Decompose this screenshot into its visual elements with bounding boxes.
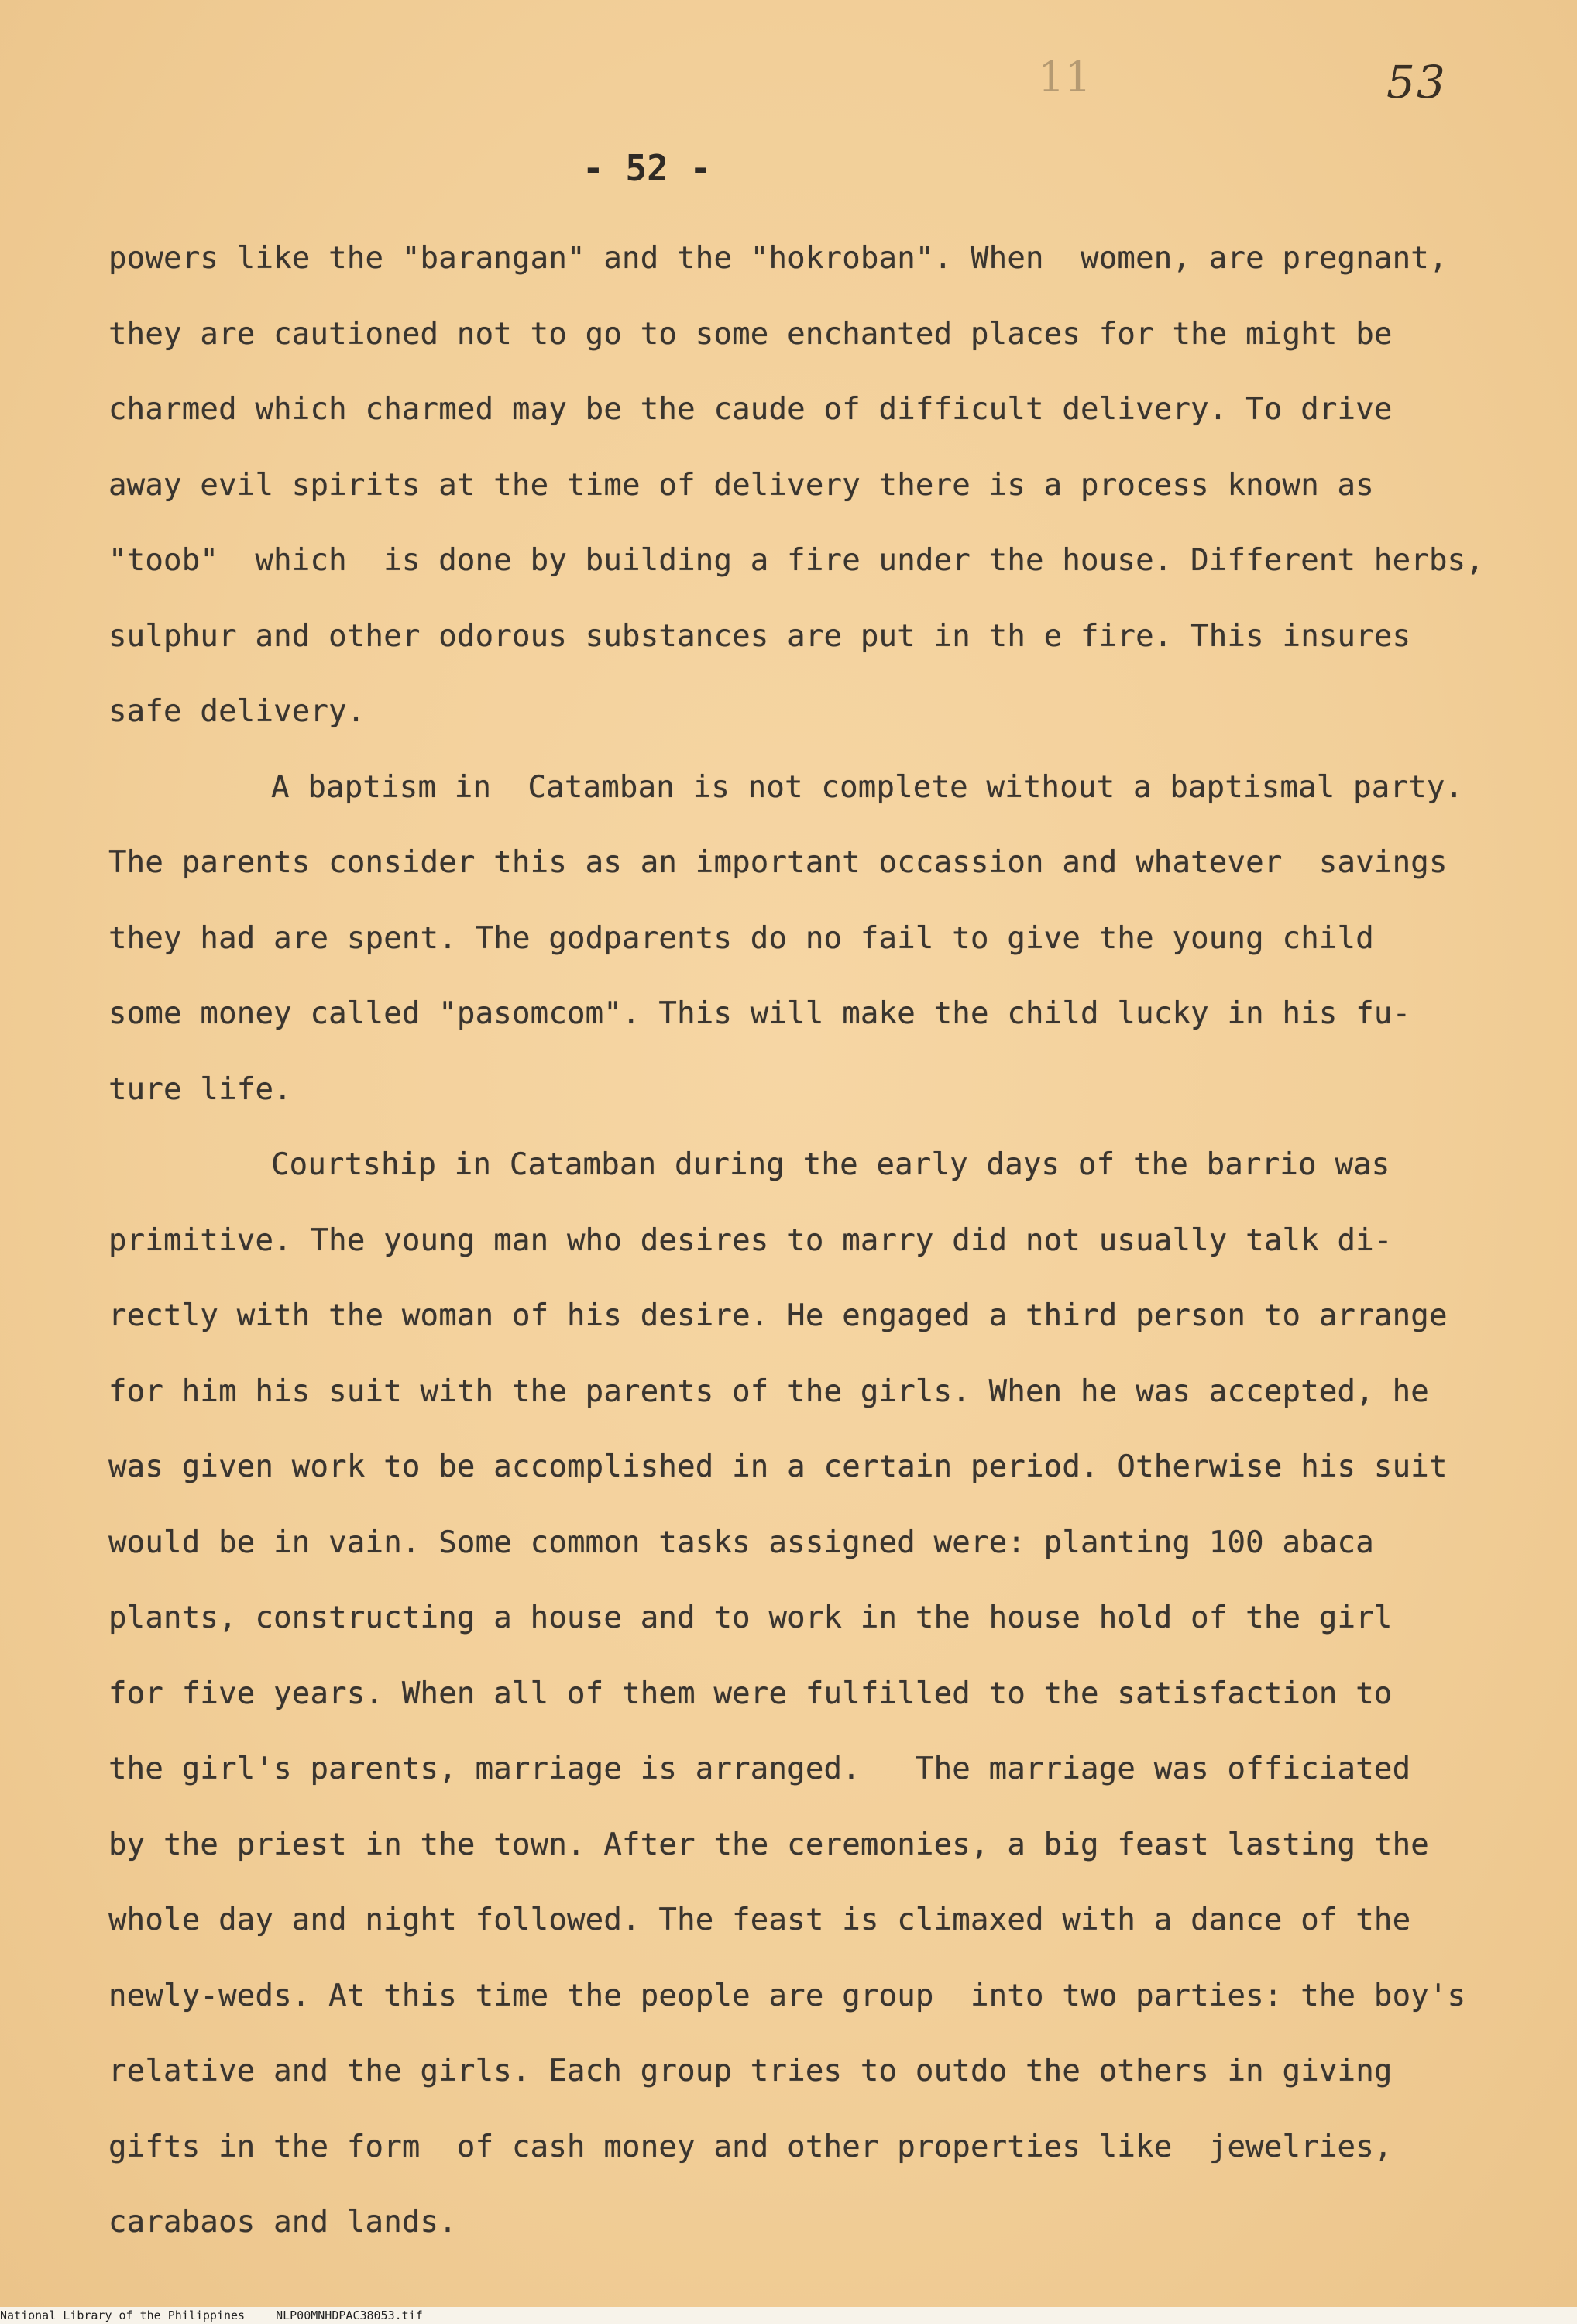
paragraph-start-line: A baptism in Catamban is not complete without a baptismal party. — [271, 769, 1464, 805]
text-line: would be in vain. Some common tasks assigned were: planting 100 abaca — [108, 1525, 1374, 1560]
text-line: rectly with the woman of his desire. He engaged a third person to arrange — [108, 1298, 1448, 1333]
text-line: for him his suit with the parents of the girls. When he was accepted, he — [108, 1373, 1429, 1409]
text-line: they are cautioned not to go to some enchanted places for the might be — [108, 316, 1393, 352]
handwritten-page-number: 53 — [1386, 56, 1447, 108]
text-line: they had are spent. The godparents do no fail to give the young child — [108, 920, 1374, 956]
text-line: the girl's parents, marriage is arranged. The marriage was officiated — [108, 1752, 1411, 1786]
text-line: by the priest in the town. After the ceremonies, a big feast lasting the — [108, 1827, 1429, 1862]
text-line: powers like the "barangan" and the "hokroban". When women, are pregnant, — [108, 241, 1448, 276]
text-line: carabaos and lands. — [108, 2205, 457, 2240]
pencil-mark: 11 — [1038, 53, 1091, 101]
text-line: charmed which charmed may be the caude of difficult delivery. To drive — [108, 392, 1393, 427]
text-line: safe delivery. — [108, 694, 366, 729]
text-line: whole day and night followed. The feast is climaxed with a dance of the — [108, 1903, 1411, 1937]
text-line: ture life. — [108, 1071, 292, 1107]
text-line: sulphur and other odorous substances are put in th e fire. This insures — [108, 618, 1411, 654]
footer-filename: NLP00MNHDPAC38053.tif — [276, 2309, 423, 2322]
footer-library: National Library of the Philippines — [0, 2309, 246, 2322]
text-line: was given work to be accomplished in a certain period. Otherwise his suit — [108, 1449, 1448, 1484]
text-line: "toob" which is done by building a fire under the house. Different herbs, — [108, 543, 1484, 578]
text-line: away evil spirits at the time of delivery there is a process known as — [108, 467, 1374, 503]
text-line: newly-weds. At this time the people are group into two parties: the boy's — [108, 1978, 1466, 2013]
typed-page-number: - 52 - — [582, 147, 712, 189]
text-line: some money called "pasomcom". This will make the child lucky in his fu- — [108, 996, 1411, 1031]
text-line: for five years. When all of them were fulfilled to the satisfaction to — [108, 1676, 1393, 1711]
text-line: The parents consider this as an important occassion and whatever savings — [108, 845, 1448, 880]
text-line: primitive. The young man who desires to marry did not usually talk di- — [108, 1222, 1393, 1258]
body-text — [108, 221, 1518, 2260]
scan-footer — [0, 2307, 1577, 2324]
paragraph-start-line: Courtship in Catamban during the early days of the barrio was — [271, 1147, 1390, 1182]
text-line: gifts in the form of cash money and other properties like jewelries, — [108, 2129, 1393, 2164]
text-line: relative and the girls. Each group tries to outdo the others in giving — [108, 2054, 1393, 2089]
text-line: plants, constructing a house and to work in the house hold of the girl — [108, 1600, 1393, 1635]
